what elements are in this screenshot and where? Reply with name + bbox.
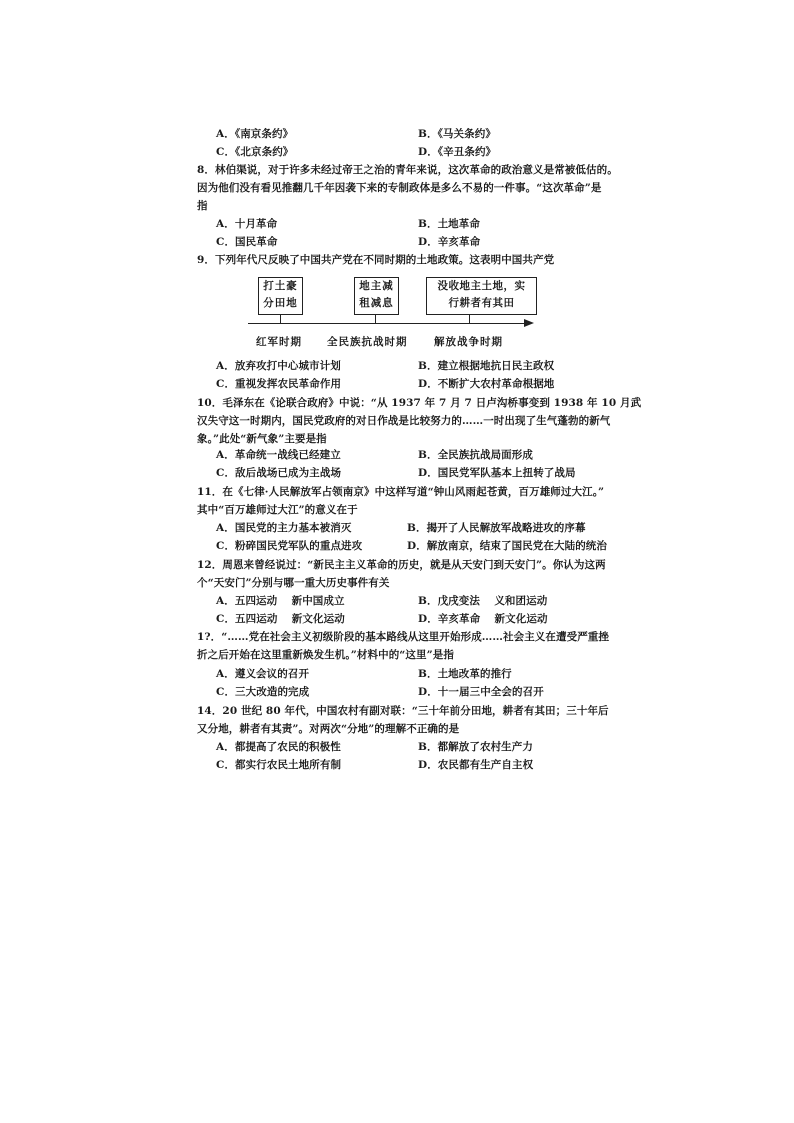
box-line: 行耕者有其田 — [448, 297, 515, 309]
q9-option-d: D．不断扩大农村革命根据地 — [418, 378, 555, 390]
q8-option-c: C．国民革命 — [216, 236, 278, 248]
q8-option-a: A．十月革命 — [216, 218, 278, 230]
period-label-liberation-war: 解放战争时期 — [434, 336, 503, 348]
period-label-red-army: 红军时期 — [256, 336, 302, 348]
q11-option-b: B．揭开了人民解放军战略进攻的序幕 — [407, 522, 586, 534]
box-line: 打土豪 — [263, 280, 298, 292]
period-label-anti-japanese-war: 全民族抗战时期 — [327, 336, 408, 348]
q11-option-d: D．解放南京，结束了国民党在大陆的统治 — [407, 540, 608, 552]
q13-stem-line-1: 1?．“……党在社会主义初级阶段的基本路线从这里开始形成……社会主义在遭受严重挫 — [197, 631, 609, 643]
q8-stem-line-1: 8．林伯渠说，对于许多未经过帝王之治的青年来说，这次革命的政治意义是常被低估的。 — [197, 164, 618, 176]
q8-option-d: D．辛亥革命 — [418, 236, 481, 248]
q14-option-a: A．都提高了农民的积极性 — [216, 741, 341, 753]
timeline-box-red-army — [258, 277, 303, 315]
q10-option-b: B．全民族抗战局面形成 — [418, 449, 533, 461]
q10-stem-line-1: 10．毛泽东在《论联合政府》中说：“从 1937 年 7 月 7 日卢沟桥事变到 1938 年 10 月武 — [197, 397, 642, 409]
q14-stem-line-2: 又分地，耕者有其责”。对两次“分地”的理解不正确的是 — [197, 723, 460, 735]
q9-option-b: B．建立根据地抗日民主政权 — [418, 360, 555, 372]
q14-option-c: C．都实行农民土地所有制 — [216, 759, 342, 771]
q12-option-d: D．辛亥革命 新文化运动 — [418, 613, 548, 625]
q8-stem-line-3: 指 — [197, 200, 208, 212]
q10-option-a: A．革命统一战线已经建立 — [216, 449, 341, 461]
q10-option-d: D．国民党军队基本上扭转了战局 — [418, 467, 576, 479]
box-line: 地主减 — [359, 280, 394, 292]
q10-stem-line-3: 象。”此处“新气象”主要是指 — [197, 433, 327, 445]
q11-stem-line-2: 其中“百万雄师过大江”的意义在于 — [197, 504, 358, 516]
q14-stem-line-1: 14．20 世纪 80 年代，中国农村有副对联：“三十年前分田地，耕者有其田；三十年后 — [197, 705, 609, 717]
q13-option-a: A．遵义会议的召开 — [216, 668, 310, 680]
q11-option-a: A．国民党的主力基本被消灭 — [216, 522, 352, 534]
q12-option-a: A．五四运动 新中国成立 — [216, 595, 345, 607]
timeline-tick — [280, 314, 281, 324]
q12-option-c: C．五四运动 新文化运动 — [216, 613, 345, 625]
q11-option-c: C．粉碎国民党军队的重点进攻 — [216, 540, 363, 552]
q9-option-a: A．放弃攻打中心城市计划 — [216, 360, 341, 372]
timeline-tick — [375, 314, 376, 324]
q8-option-b: B．土地革命 — [418, 218, 480, 230]
q9-stem: 9．下列年代尺反映了中国共产党在不同时期的土地政策。这表明中国共产党 — [197, 254, 555, 266]
timeline-tick — [469, 314, 470, 324]
arrow-right-icon — [524, 319, 534, 327]
q10-option-c: C．敌后战场已成为主战场 — [216, 467, 342, 479]
q10-stem-line-2: 汉失守这一时期内，国民党政府的对日作战是比较努力的……一时出现了生气蓬勃的新气 — [197, 415, 611, 427]
q7-option-d: D．《辛丑条约》 — [418, 146, 497, 158]
box-line: 租减息 — [359, 297, 394, 309]
q13-option-b: B．土地改革的推行 — [418, 668, 512, 680]
q12-stem-line-1: 12．周恩来曾经说过：“新民主主义革命的历史，就是从天安门到天安门”。你认为这两 — [197, 559, 606, 571]
q12-option-b: B．戊戌变法 义和团运动 — [418, 595, 548, 607]
q11-stem-line-1: 11．在《七律·人民解放军占领南京》中这样写道“钟山风雨起苍黄，百万雄师过大江。” — [197, 486, 605, 498]
box-line: 没收地主土地，实 — [437, 280, 526, 292]
timeline-axis — [248, 323, 526, 324]
q9-option-c: C．重视发挥农民革命作用 — [216, 378, 342, 390]
q7-option-c: C．《北京条约》 — [216, 146, 294, 158]
q7-option-a: A．《南京条约》 — [216, 128, 294, 140]
q13-stem-line-2: 折之后开始在这里重新焕发生机。”材料中的“这里”是指 — [197, 649, 454, 661]
q12-stem-line-2: 个“天安门”分别与哪一重大历史事件有关 — [197, 577, 390, 589]
box-line: 分田地 — [263, 297, 298, 309]
q14-option-d: D．农民都有生产自主权 — [418, 759, 534, 771]
timeline-box-anti-japanese-war — [354, 277, 399, 315]
q13-option-d: D．十一届三中全会的召开 — [418, 686, 544, 698]
q7-option-b: B．《马关条约》 — [418, 128, 496, 140]
timeline-box-liberation-war — [426, 277, 537, 315]
q13-option-c: C．三大改造的完成 — [216, 686, 310, 698]
q14-option-b: B．都解放了农村生产力 — [418, 741, 533, 753]
q8-stem-line-2: 因为他们没有看见推翻几千年因袭下来的专制政体是多么不易的一件事。“这次革命”是 — [197, 182, 602, 194]
